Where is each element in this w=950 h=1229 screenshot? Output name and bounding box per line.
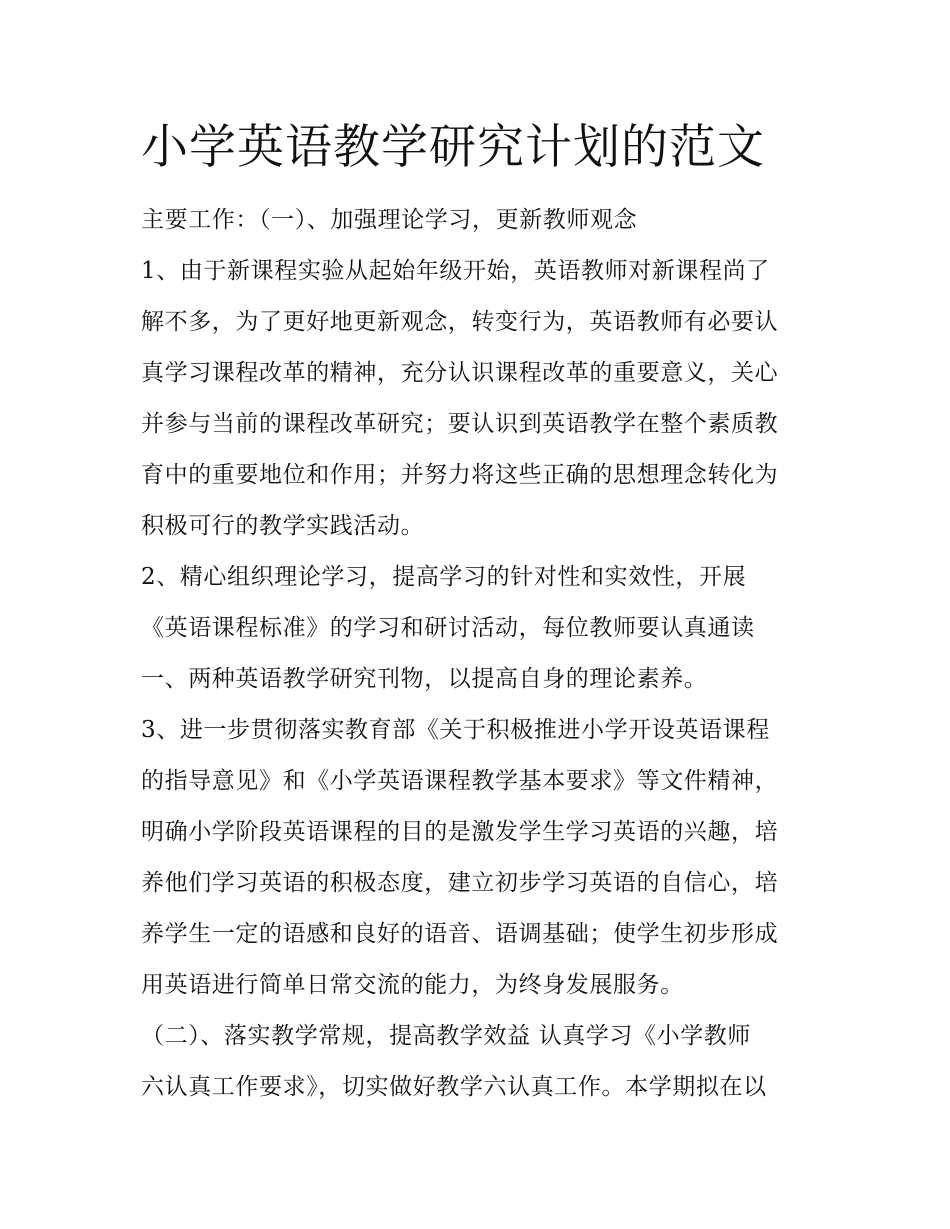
- body-line: 并参与当前的课程改革研究；要认识到英语教学在整个素质教: [141, 411, 779, 437]
- body-line: 一、两种英语教学研究刊物，以提高自身的理论素养。: [141, 666, 708, 692]
- body-line: 2、精心组织理论学习，提高学习的针对性和实效性，开展: [141, 564, 747, 590]
- body-line: 用英语进行简单日常交流的能力，为终身发展服务。: [141, 972, 684, 998]
- body-line: 1、由于新课程实验从起始年级开始，英语教师对新课程尚了: [141, 258, 770, 284]
- body-line: 的指导意见》和《小学英语课程教学基本要求》等文件精神，: [141, 768, 779, 794]
- body-line-section-heading: 主要工作：（一）、加强理论学习，更新教师观念: [141, 207, 638, 233]
- body-line: 六认真工作要求》，切实做好教学六认真工作。本学期拟在以: [141, 1074, 767, 1100]
- body-line: 《英语课程标准》的学习和研讨活动，每位教师要认真通读: [141, 615, 755, 641]
- body-line: 3、进一步贯彻落实教育部《关于积极推进小学开设英语课程: [141, 717, 770, 743]
- body-line: 真学习课程改革的精神，充分认识课程改革的重要意义，关心: [141, 360, 779, 386]
- body-line: 积极可行的教学实践活动。: [141, 513, 425, 539]
- document-title: 小学英语教学研究计划的范文: [141, 120, 765, 175]
- body-line: 养他们学习英语的积极态度，建立初步学习英语的自信心，培: [141, 870, 779, 896]
- body-line: 明确小学阶段英语课程的目的是激发学生学习英语的兴趣，培: [141, 819, 779, 845]
- body-line-section-heading: （二）、落实教学常规，提高教学效益 认真学习《小学教师: [141, 1023, 752, 1049]
- body-line: 解不多，为了更好地更新观念，转变行为，英语教师有必要认: [141, 309, 779, 335]
- body-line: 养学生一定的语感和良好的语音、语调基础；使学生初步形成: [141, 921, 779, 947]
- body-line: 育中的重要地位和作用；并努力将这些正确的思想理念转化为: [141, 462, 779, 488]
